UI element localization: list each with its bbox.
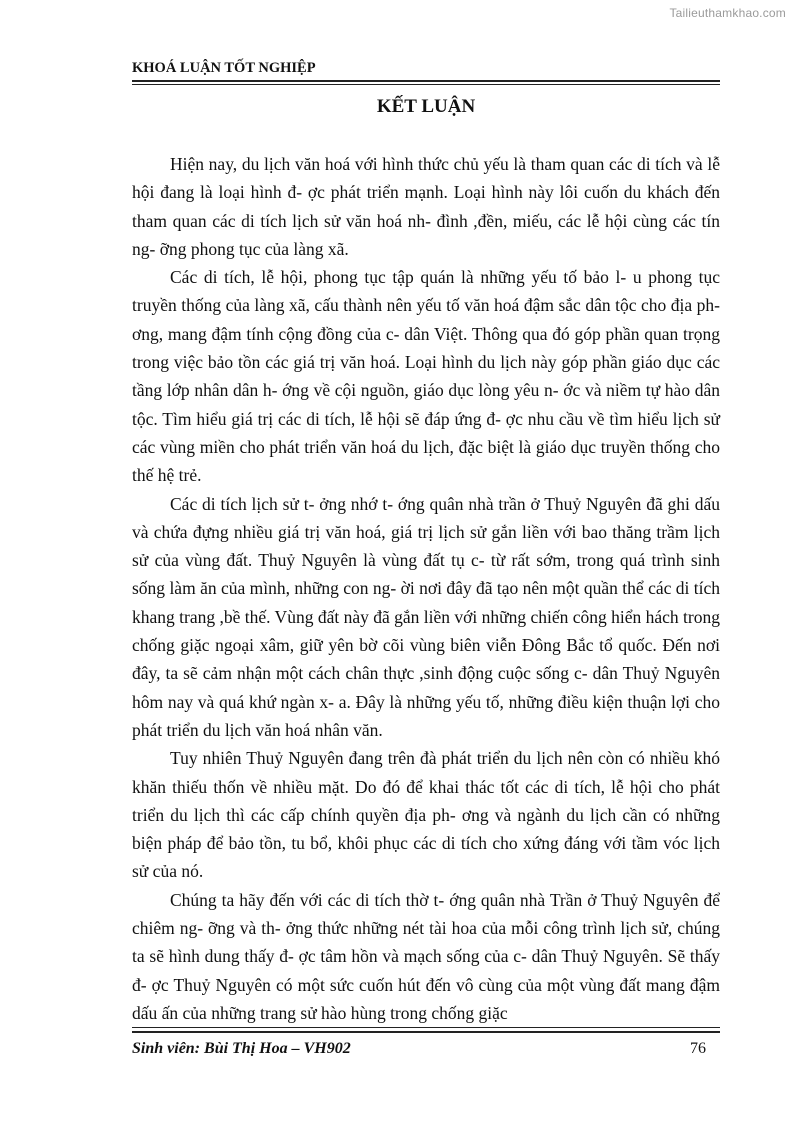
watermark-text: Tailieuthamkhao.com — [669, 6, 786, 20]
body-text — [132, 150, 720, 1027]
paragraph-5: Chúng ta hãy đến với các di tích thờ t- ớng quân nhà Trần ở Thuỷ Nguyên để chiêm ng- ỡng và th- ởng thức những nét tài hoa của mỗi công trình lịch sử, chúng ta sẽ hình dung thấy đ- ợc tâm hồn và mạch sống của c- dân Thuỷ Nguyên. Sẽ thấy đ- ợc Thuỷ Nguyên có một sức cuốn hút đến vô cùng của một vùng đất mang đậm dấu ấn của những trang sử hào hùng trong chống giặc — [132, 889, 720, 1023]
footer-rule-thick — [132, 1031, 720, 1033]
header-rule-thin — [132, 84, 720, 85]
page-number: 76 — [690, 1040, 706, 1057]
section-title: KẾT LUẬN — [376, 96, 476, 117]
header-rule-thick — [132, 80, 720, 82]
footer-rule-thin — [132, 1027, 720, 1028]
paragraph-1: Hiện nay, du lịch văn hoá với hình thức chủ yếu là tham quan các di tích và lễ hội đang là loại hình đ- ợc phát triển mạnh. Loại hình này lôi cuốn du khách đến tham quan các di tích lịch sử văn hoá nh- đình ,đền, miếu, các lễ hội cùng các tín ng- ỡng phong tục của làng xã. — [132, 154, 720, 259]
footer-author: Sinh viên: Bùi Thị Hoa – VH902 — [132, 1040, 351, 1057]
paragraph-2: Các di tích, lễ hội, phong tục tập quán là những yếu tố bảo l- u phong tục truyền thống của làng xã, cấu thành nên yếu tố văn hoá đậm sắc dân tộc cho địa ph- ơng, mang đậm tính cộng đồng của c- dân Việt. Thông qua đó góp phần quan trọng trong việc bảo tồn các giá trị văn hoá. Loại hình du lịch này góp phần giáo dục các tầng lớp nhân dân h- ớng về cội nguồn, giáo dục lòng yêu n- ớc và niềm tự hào dân tộc. Tìm hiểu giá trị các di tích, lễ hội sẽ đáp ứng đ- ợc nhu cầu về tìm hiểu lịch sử các vùng miền cho phát triển văn hoá du lịch, đặc biệt là giáo dục truyền thống cho thế hệ trẻ. — [132, 267, 720, 486]
paragraph-4: Tuy nhiên Thuỷ Nguyên đang trên đà phát triển du lịch nên còn có nhiều khó khăn thiếu thốn về nhiều mặt. Do đó để khai thác tốt các di tích, lễ hội cho phát triển du lịch thì các cấp chính quyền địa ph- ơng và ngành du lịch cần có những biện pháp để bảo tồn, tu bổ, khôi phục các di tích cho xứng đáng với tầm vóc lịch sử của nó. — [132, 748, 720, 882]
document-header: KHOÁ LUẬN TỐT NGHIỆP — [132, 60, 316, 76]
paragraph-3: Các di tích lịch sử t- ởng nhớ t- ớng quân nhà trần ở Thuỷ Nguyên đã ghi dấu và chứa đựng nhiều giá trị văn hoá, giá trị lịch sử gắn liền với bao thăng trầm lịch sử của vùng đất. Thuỷ Nguyên là vùng đất tụ c- từ rất sớm, trong quá trình sinh sống làm ăn của mình, những con ng- ời nơi đây đã tạo nên một quần thể các di tích khang trang ,bề thế. Vùng đất này đã gắn liền với những chiến công hiển hách trong chống giặc ngoại xâm, giữ yên bờ cõi vùng biên viễn Đông Bắc tổ quốc. Đến nơi đây, ta sẽ cảm nhận một cách chân thực ,sinh động cuộc sống c- dân Thuỷ Nguyên hôm nay và quá khứ ngàn x- a. Đây là những yếu tố, những điều kiện thuận lợi cho phát triển du lịch văn hoá nhân văn. — [132, 493, 720, 740]
